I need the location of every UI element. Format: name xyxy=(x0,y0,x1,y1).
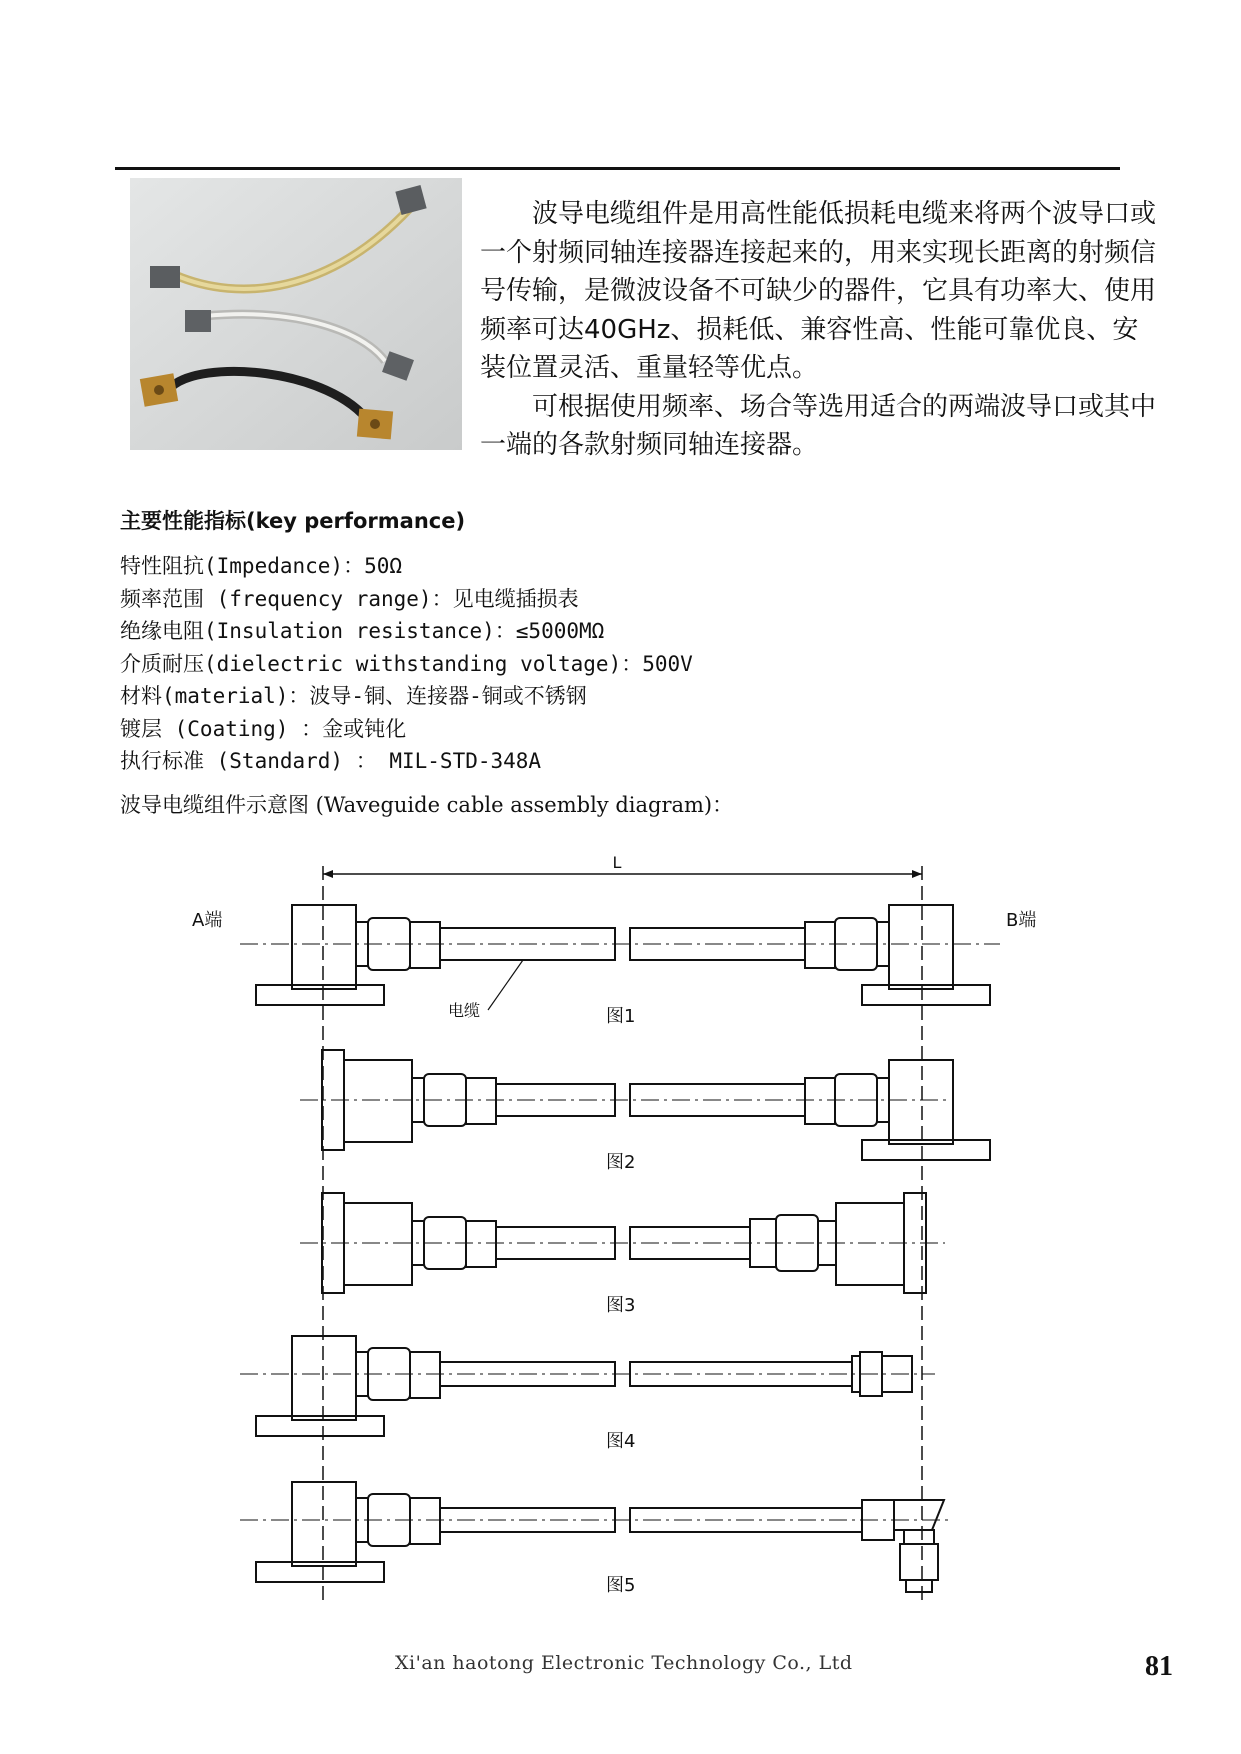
figure-5-drawing xyxy=(240,1482,950,1592)
spec-heading: 主要性能指标(key performance) xyxy=(120,509,466,533)
intro-paragraph-2: 可根据使用频率、场合等选用适合的两端波导口或其中一端的各款射频同轴连接器。 xyxy=(480,391,1157,460)
spec-material: 材料(material)：波导-铜、连接器-铜或不锈钢 xyxy=(120,684,587,708)
end-a-label: A端 xyxy=(192,910,223,931)
cable-label: 电缆 xyxy=(448,1001,481,1020)
figure-3-label: 图3 xyxy=(606,1295,636,1316)
diagram-caption: 波导电缆组件示意图 (Waveguide cable assembly diagram)： xyxy=(120,793,734,817)
dimension-label: L xyxy=(612,853,622,872)
figure-1-label: 图1 xyxy=(606,1006,636,1027)
figure-2-label: 图2 xyxy=(606,1152,636,1173)
spec-impedance: 特性阻抗(Impedance)：50Ω xyxy=(120,554,403,578)
end-b-label: B端 xyxy=(1006,910,1037,931)
intro-paragraph-1: 波导电缆组件是用高性能低损耗电缆来将两个波导口或一个射频同轴连接器连接起来的，用来实现长距离的射频信号传输，是微波设备不可缺少的器件，它具有功率大、使用频率可达40GHz、损耗低、兼容性高、性能可靠优良、安装位置灵活、重量轻等优点。 xyxy=(480,199,1157,383)
footer-company: Xi'an haotong Electronic Technology Co., Ltd xyxy=(395,1652,853,1674)
figure-5-label: 图5 xyxy=(606,1575,636,1596)
figure-2-drawing xyxy=(300,1050,990,1160)
figure-3-drawing xyxy=(300,1193,945,1293)
page-number: 81 xyxy=(1145,1651,1173,1682)
spec-frequency-range: 频率范围 (frequency range)：见电缆插损表 xyxy=(120,586,579,611)
figure-4-label: 图4 xyxy=(606,1431,636,1452)
figure-4-drawing xyxy=(240,1336,935,1436)
spec-dielectric-voltage: 介质耐压(dielectric withstanding voltage)：500V xyxy=(120,651,693,676)
figure-1-drawing xyxy=(240,905,1000,1010)
spec-standard: 执行标准 (Standard) ： MIL-STD-348A xyxy=(120,749,542,773)
spec-insulation-resistance: 绝缘电阻(Insulation resistance)：≤5000MΩ xyxy=(120,619,605,643)
spec-coating: 镀层 (Coating) ：金或钝化 xyxy=(120,716,407,741)
